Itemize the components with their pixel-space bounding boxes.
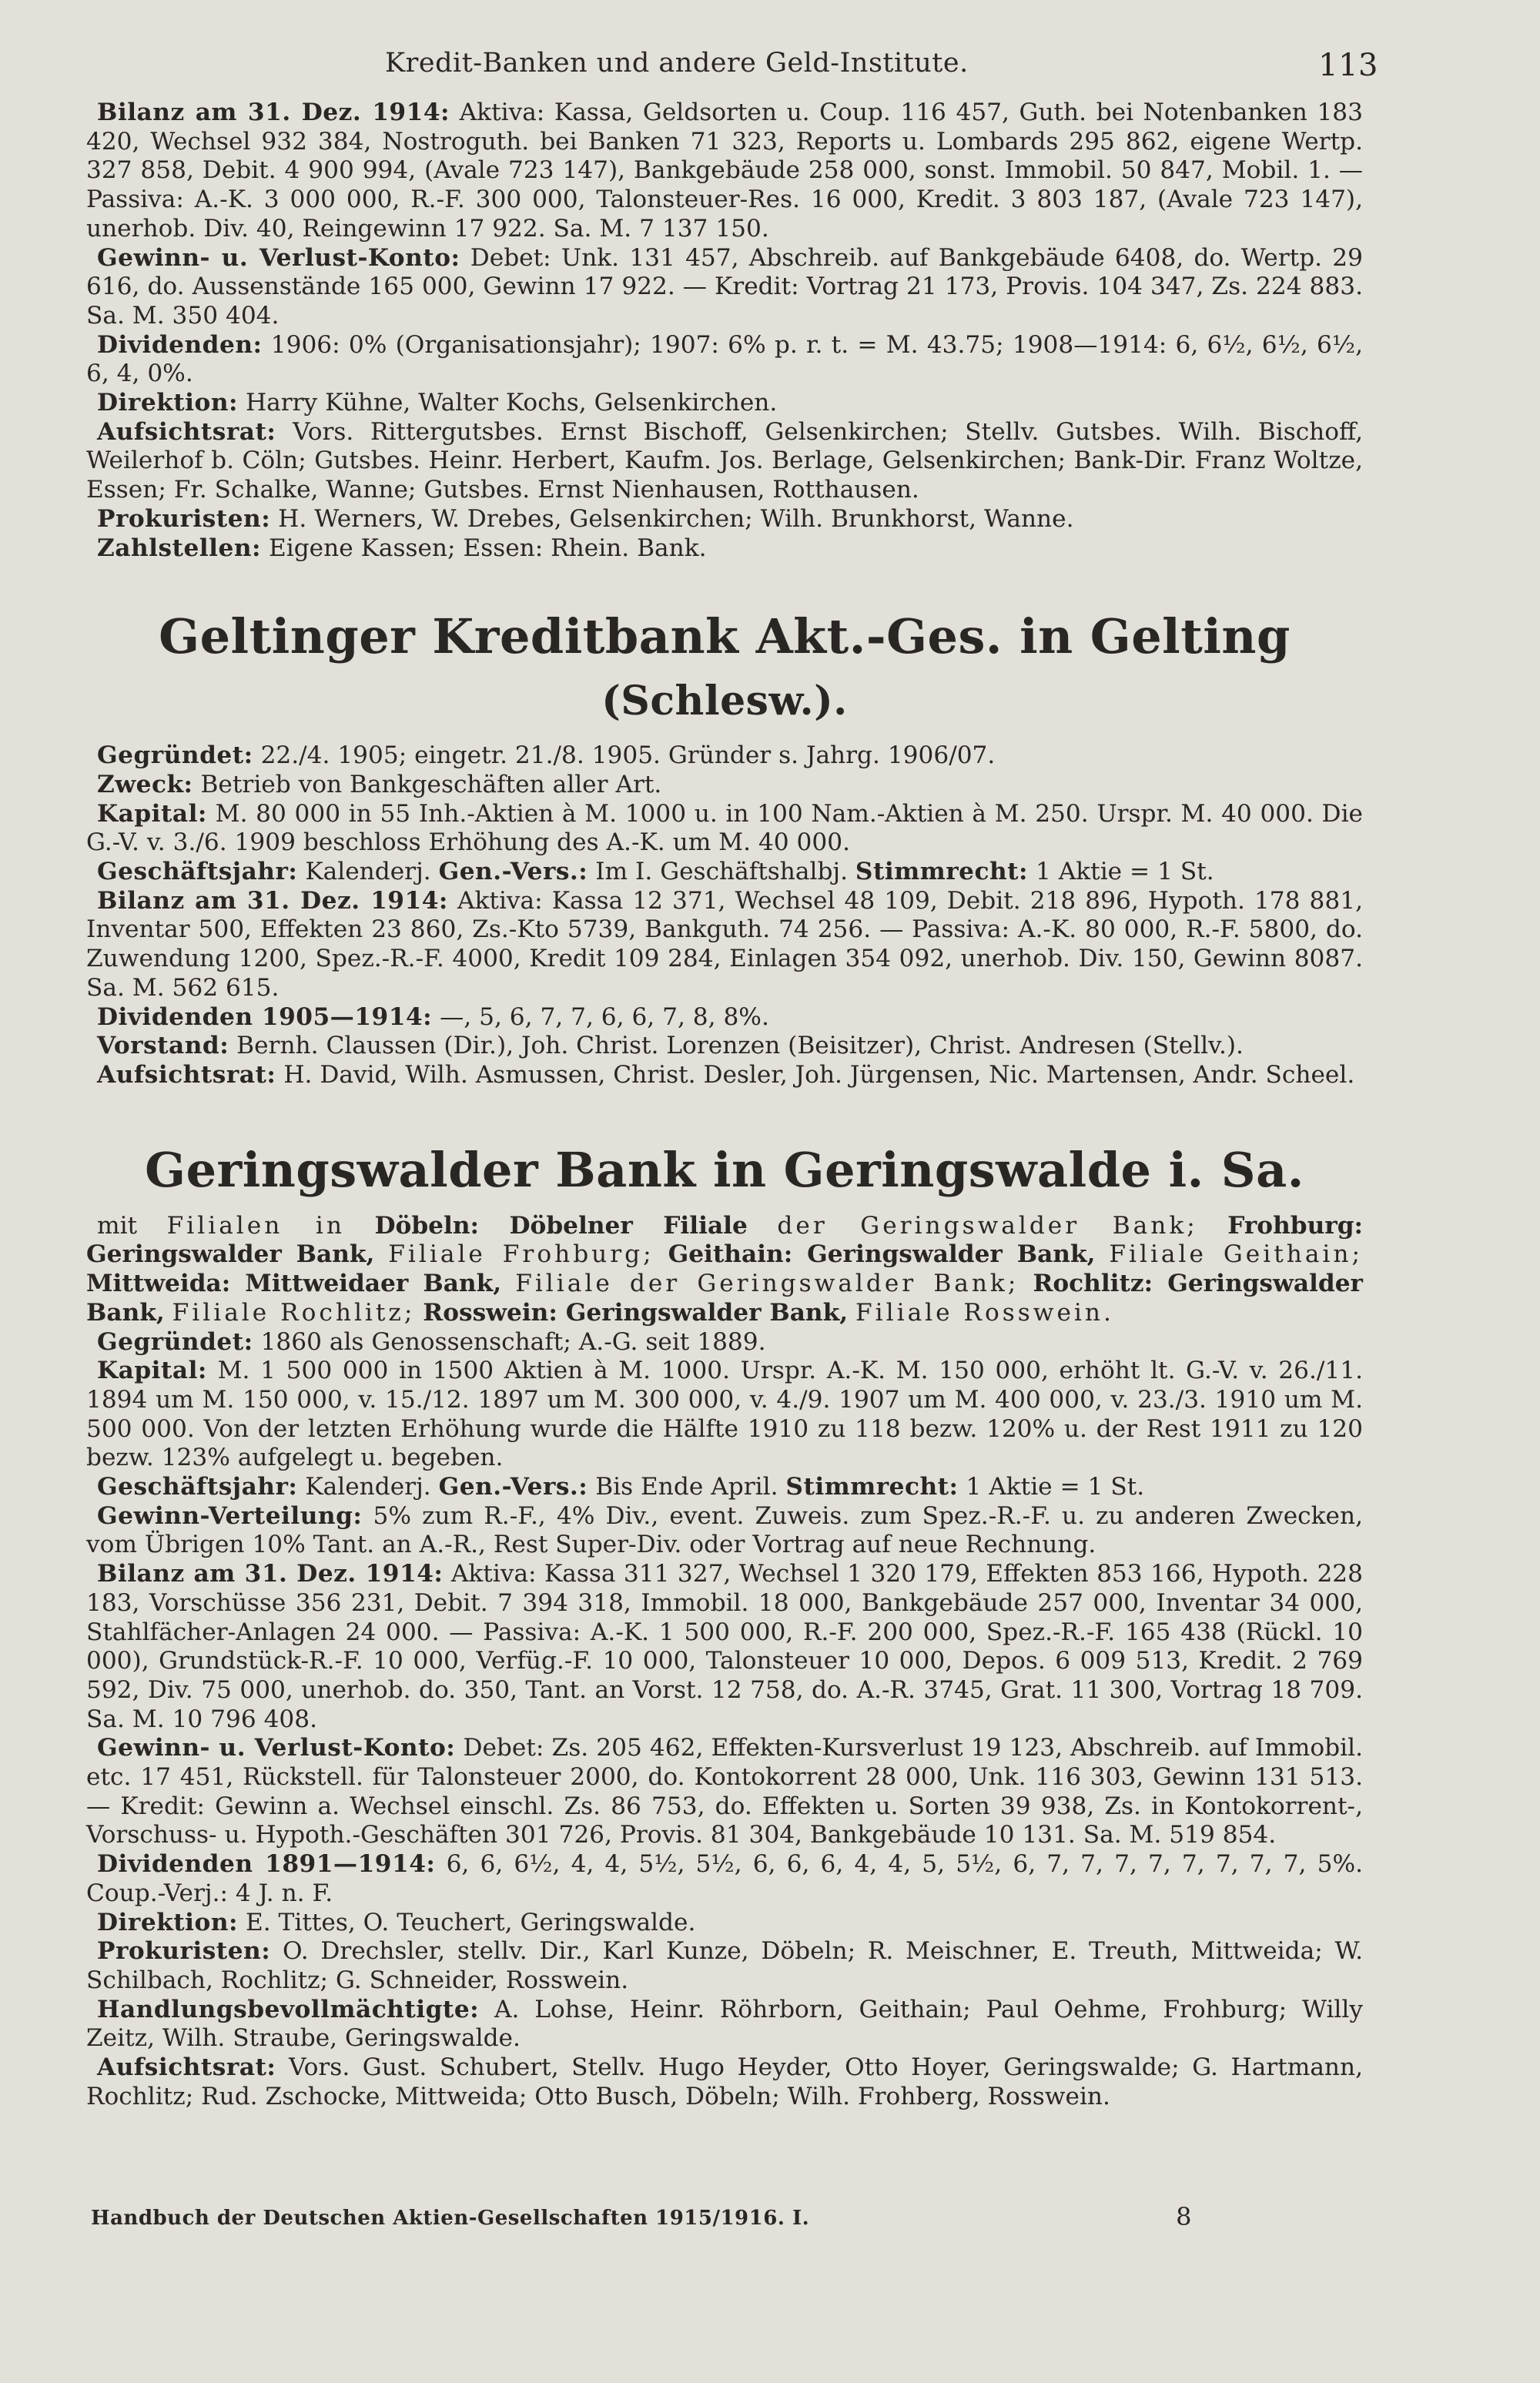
bilanz-paragraph: Bilanz am 31. Dez. 1914: Aktiva: Kassa 311 327, Wechsel 1 320 179, Effekten 853 166, Hypoth. 228 183, Vorschüsse 356 231, Debit. 7 394 318, Immobil. 18 000, Bankgebäude 257 000, Inventar 34 000, Stahlfächer-Anlagen 24 000. — Passiva: A.-K. 1 500 000, R.-F. 200 000, Spez.-R.-F. 165 438 (Rückl. 10 000), Grundstück-R.-F. 10 000, Verfüg.-F. 10 000, Talonsteuer 10 000, Depos. 6 009 513, Kredit. 2 769 592, Div. 75 000, unerhob. do. 350, Tant. an Vorst. 12 758, do. A.-R. 3745, Grat. 11 300, Vortrag 18 709. Sa. M. 10 796 408. [86, 1560, 1363, 1733]
running-header [385, 48, 1378, 83]
handlungsbevollmaechtigte-paragraph: Handlungsbevollmächtigte: A. Lohse, Heinr. Röhrborn, Geithain; Paul Oehme, Frohburg; Willy Zeitz, Wilh. Straube, Geringswalde. [86, 1995, 1363, 2053]
book-title: Handbuch der Deutschen Aktien-Gesellschaften 1915/1916. [91, 2207, 785, 2230]
dividenden-paragraph: Dividenden 1905—1914: —, 5, 6, 7, 7, 6, 6, 7, 8, 8%. [97, 1002, 769, 1031]
direktion-paragraph: Direktion: E. Tittes, O. Teuchert, Geringswalde. [97, 1908, 696, 1936]
entry-title: Geltinger Kreditbank Akt.-Ges. in Gelting (Schlesw.). [159, 608, 1291, 725]
page-content [86, 99, 1363, 2111]
gewinn-paragraph: Gewinn- u. Verlust-Konto: Debet: Unk. 131 457, Abschreib. auf Bankgebäude 6408, do. Wertp. 29 616, do. Aussenstände 165 000, Gewinn 17 922. — Kredit: Vortrag 21 173, Provis. 104 347, Zs. 224 883. Sa. M. 350 404. [86, 243, 1363, 330]
entry-geltinger-kreditbank [86, 606, 1363, 1089]
gewinnverteilung-paragraph: Gewinn-Verteilung: 5% zum R.-F., 4% Div., event. Zuweis. zum Spez.-R.-F. u. zu anderen Zwecken, vom Übrigen 10% Tant. an A.-R., Rest Super-Div. oder Vortrag auf neue Rechnung. [86, 1501, 1363, 1559]
volume: I. [792, 2207, 810, 2230]
page-number: 113 [1318, 48, 1378, 83]
bilanz-paragraph: Bilanz am 31. Dez. 1914: Aktiva: Kassa, Geldsorten u. Coup. 116 457, Guth. bei Notenbanken 183 420, Wechsel 932 384, Nostroguth. bei Banken 71 323, Reports u. Lombards 295 862, eigene Wertp. 327 858, Debit. 4 900 994, (Avale 723 147), Bankgebäude 258 000, sonst. Immobil. 50 847, Mobil. 1. — Passiva: A.-K. 3 000 000, R.-F. 300 000, Talonsteuer-Res. 16 000, Kredit. 3 803 187, (Avale 723 147), unerhob. Div. 40, Reingewinn 17 922. Sa. M. 7 137 150. [86, 99, 1363, 243]
aufsichtsrat-paragraph: Aufsichtsrat: H. David, Wilh. Asmussen, Christ. Desler, Joh. Jürgensen, Nic. Martensen, Andr. Scheel. [97, 1060, 1355, 1089]
kapital-paragraph: Kapital: M. 80 000 in 55 Inh.-Aktien à M. 1000 u. in 100 Nam.-Aktien à M. 250. Urspr. M. 40 000. Die G.-V. v. 3./6. 1909 beschloss Erhöhung des A.-K. um M. 40 000. [86, 799, 1363, 857]
dividenden-paragraph: Dividenden 1891—1914: 6, 6, 6½, 4, 4, 5½, 5½, 6, 6, 6, 4, 4, 5, 5½, 6, 7, 7, 7, 7, 7, 7, 7, 7, 5%. Coup.-Verj.: 4 J. n. F. [86, 1850, 1363, 1907]
bilanz-paragraph: Bilanz am 31. Dez. 1914: Aktiva: Kassa 12 371, Wechsel 48 109, Debit. 218 896, Hypoth. 178 881, Inventar 500, Effekten 23 860, Zs.-Kto 5739, Bankguth. 74 256. — Passiva: A.-K. 80 000, R.-F. 5800, do. Zuwendung 1200, Spez.-R.-F. 4000, Kredit 109 284, Einlagen 354 092, unerhob. Div. 150, Gewinn 8087. Sa. M. 562 615. [86, 886, 1363, 1002]
kapital-paragraph: Kapital: M. 1 500 000 in 1500 Aktien à M. 1000. Urspr. A.-K. M. 150 000, erhöht lt. G.-V. v. 26./11. 1894 um M. 150 000, v. 15./12. 1897 um M. 300 000, v. 4./9. 1907 um M. 400 000, v. 23./3. 1910 um M. 500 000. Von der letzten Erhöhung wurde die Hälfte 1910 zu 118 bezw. 120% u. der Rest 1911 zu 120 bezw. 123% aufgelegt u. begeben. [86, 1357, 1363, 1472]
dividenden-paragraph: Dividenden: 1906: 0% (Organisationsjahr); 1907: 6% p. r. t. = M. 43.75; 1908—1914: 6, 6½, 6½, 6½, 6, 4, 0%. [86, 330, 1363, 388]
direktion-paragraph: Direktion: Harry Kühne, Walter Kochs, Gelsenkirchen. [97, 389, 778, 417]
zweck-paragraph: Zweck: Betrieb von Bankgeschäften aller Art. [97, 770, 662, 798]
zahlstellen-paragraph: Zahlstellen: Eigene Kassen; Essen: Rhein. Bank. [97, 534, 707, 562]
signature-mark: 8 [1176, 2202, 1192, 2231]
entry-geringswalder-bank [86, 1140, 1363, 2112]
aufsichtsrat-paragraph: Aufsichtsrat: Vors. Gust. Schubert, Stellv. Hugo Heyder, Otto Hoyer, Geringswalde; G. Hartmann, Rochlitz; Rud. Zschocke, Mittweida; Otto Busch, Döbeln; Wilh. Frohberg, Rosswein. [86, 2053, 1363, 2110]
gegruendet-paragraph: Gegründet: 22./4. 1905; eingetr. 21./8. 1905. Gründer s. Jahrg. 1906/07. [97, 741, 996, 770]
geschaeftsjahr-paragraph: Geschäftsjahr: Kalenderj. Gen.-Vers.: Im I. Geschäftshalbj. Stimmrecht: 1 Aktie = 1 St. [97, 858, 1214, 886]
prokuristen-paragraph: Prokuristen: H. Werners, W. Drebes, Gelsenkirchen; Wilh. Brunkhorst, Wanne. [97, 504, 1074, 533]
gewinn-paragraph: Gewinn- u. Verlust-Konto: Debet: Zs. 205 462, Effekten-Kursverlust 19 123, Abschreib. auf Immobil. etc. 17 451, Rückstell. für Talonsteuer 2000, do. Kontokorrent 28 000, Unk. 116 303, Gewinn 131 513. — Kredit: Gewinn a. Wechsel einschl. Zs. 86 753, do. Effekten u. Sorten 39 938, Zs. in Kontokorrent-, Vorschuss- u. Hypoth.-Geschäften 301 726, Provis. 81 304, Bankgebäude 10 131. Sa. M. 519 854. [86, 1734, 1363, 1849]
gegruendet-paragraph: Gegründet: 1860 als Genossenschaft; A.-G. seit 1889. [97, 1327, 766, 1356]
page-footer [91, 2202, 1192, 2231]
filialen-paragraph: mit Filialen in Döbeln: Döbelner Filiale der Geringswalder Bank; Frohburg: Geringswalder Bank, Filiale Frohburg; Geithain: Geringswalder Bank, Filiale Geithain; Mittweida: Mittweidaer Bank, Filiale der Geringswalder Bank; Rochlitz: Geringswalder Bank, Filiale Rochlitz; Rosswein: Geringswalder Bank, Filiale Rosswein. [86, 1211, 1364, 1327]
aufsichtsrat-paragraph: Aufsichtsrat: Vors. Rittergutsbes. Ernst Bischoff, Gelsenkirchen; Stellv. Gutsbes. Wilh. Bischoff, Weilerhof b. Cöln; Gutsbes. Heinr. Herbert, Kaufm. Jos. Berlage, Gelsenkirchen; Bank-Dir. Franz Woltze, Essen; Fr. Schalke, Wanne; Gutsbes. Ernst Nienhausen, Rotthausen. [86, 417, 1363, 504]
entry-continued [86, 99, 1363, 563]
prokuristen-paragraph: Prokuristen: O. Drechsler, stellv. Dir., Karl Kunze, Döbeln; R. Meischner, E. Treuth, Mittweida; W. Schilbach, Rochlitz; G. Schneider, Rosswein. [86, 1937, 1363, 1994]
geschaeftsjahr-paragraph: Geschäftsjahr: Kalenderj. Gen.-Vers.: Bis Ende April. Stimmrecht: 1 Aktie = 1 St. [97, 1473, 1145, 1501]
running-title: Kredit-Banken und andere Geld-Institute. [385, 48, 969, 79]
entry-title: Geringswalder Bank in Geringswalde i. Sa. [145, 1141, 1304, 1198]
vorstand-paragraph: Vorstand: Bernh. Claussen (Dir.), Joh. Christ. Lorenzen (Beisitzer), Christ. Andresen (Stellv.). [97, 1032, 1244, 1060]
